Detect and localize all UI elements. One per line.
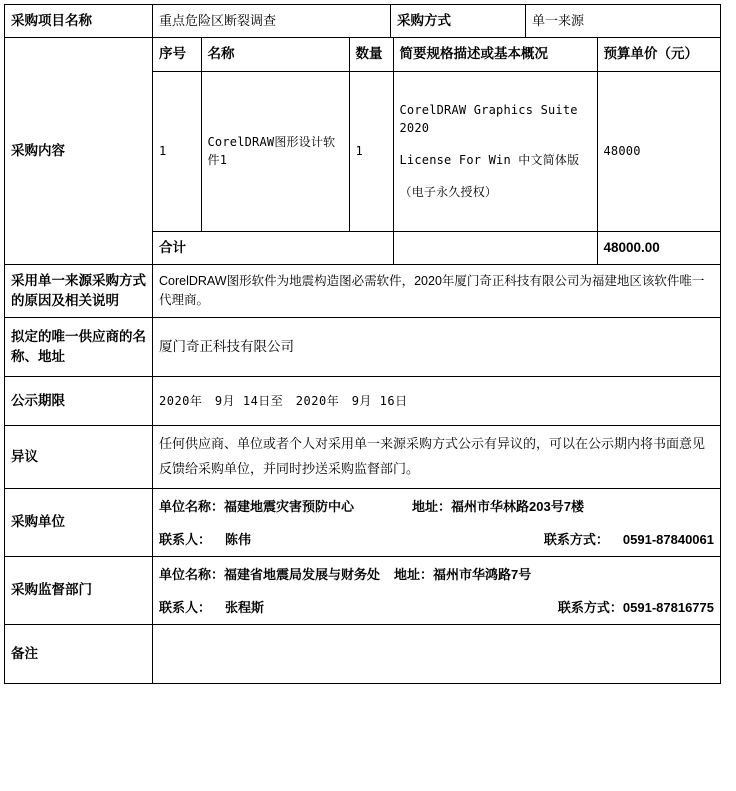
- total-spacer: [393, 231, 597, 264]
- total-label: 合计: [153, 231, 393, 264]
- item-desc: [393, 71, 597, 231]
- buyer-unit-name-value: 福建地震灾害预防中心: [224, 498, 355, 514]
- item-qty: 1: [349, 71, 393, 231]
- supervisor-phone-group: [558, 598, 714, 618]
- reason-value: CorelDRAW图形软件为地震构造图必需软件，2020年厦门奇正科技有限公司为福建地区该软件唯一代理商。: [153, 264, 721, 318]
- table-row-buyer: [5, 488, 721, 556]
- period-label: 公示期限: [5, 377, 153, 426]
- items-table: [153, 38, 721, 264]
- table-row-period: [5, 377, 721, 426]
- supervisor-contact-label: 联系人：: [159, 600, 212, 616]
- buyer-address-value: 福州市华林路203号7楼: [451, 498, 584, 514]
- buyer-unit-row: [159, 497, 714, 517]
- item-name: CorelDRAW图形设计软件1: [201, 71, 349, 231]
- buyer-label: 采购单位: [5, 488, 153, 556]
- project-name-label: 采购项目名称: [5, 5, 153, 38]
- buyer-contact-label: 联系人：: [159, 532, 212, 548]
- project-name-value: 重点危险区断裂调查: [153, 5, 391, 38]
- objection-label: 异议: [5, 426, 153, 488]
- total-value: 48000.00: [597, 231, 721, 264]
- table-row-supplier: [5, 318, 721, 377]
- items-header-row: [153, 38, 721, 71]
- table-row-project: [5, 5, 721, 38]
- buyer-phone-group: [544, 530, 714, 550]
- table-row-supervisor: [5, 556, 721, 624]
- buyer-phone-label: 联系方式：: [543, 532, 609, 548]
- buyer-contact-group: [159, 530, 251, 550]
- reason-label: 采用单一来源采购方式的原因及相关说明: [5, 264, 153, 318]
- column-header-desc: 简要规格描述或基本概况: [393, 38, 597, 71]
- item-seq: 1: [153, 71, 201, 231]
- procurement-method-label: 采购方式: [391, 5, 526, 38]
- supervisor-phone-value: 0591-87816775: [622, 600, 714, 616]
- objection-value: 任何供应商、单位或者个人对采用单一来源采购方式公示有异议的，可以在公示期内将书面意见反馈给采购单位，并同时抄送采购监督部门。: [153, 426, 721, 488]
- supervisor-contact-row: [159, 598, 714, 618]
- procurement-method-value: 单一来源: [526, 5, 721, 38]
- supervisor-phone-label: 联系方式：: [557, 600, 623, 616]
- content-label: 采购内容: [5, 38, 153, 265]
- column-header-seq: 序号: [153, 38, 201, 71]
- item-desc-line: CorelDRAW Graphics Suite 2020: [399, 103, 578, 135]
- remark-label: 备注: [5, 624, 153, 683]
- column-header-price: 预算单价（元）: [597, 38, 721, 71]
- supervisor-unit-name-label: 单位名称：: [159, 566, 225, 582]
- supplier-value: 厦门奇正科技有限公司: [153, 318, 721, 377]
- supervisor-label: 采购监督部门: [5, 556, 153, 624]
- supervisor-unit-name-value: 福建省地震局发展与财务处: [224, 566, 381, 582]
- supervisor-details: [153, 556, 721, 624]
- table-row-reason: [5, 264, 721, 318]
- supervisor-address-value: 福州市华鸿路7号: [433, 566, 532, 582]
- supervisor-contact-group: [159, 598, 264, 618]
- period-value: 2020年 9月 14日至 2020年 9月 16日: [153, 377, 721, 426]
- buyer-address-label: 地址：: [412, 498, 452, 514]
- procurement-announcement-document: [4, 0, 720, 684]
- items-total-row: [153, 231, 721, 264]
- buyer-unit-name-label: 单位名称：: [159, 498, 225, 514]
- item-desc-line: License For Win 中文简体版: [399, 153, 580, 167]
- item-desc-line: （电子永久授权）: [399, 185, 498, 199]
- buyer-details: [153, 488, 721, 556]
- remark-value: [153, 624, 721, 683]
- column-header-qty: 数量: [349, 38, 393, 71]
- supervisor-unit-row: [159, 565, 714, 585]
- table-row-content: [5, 38, 721, 265]
- table-row-remark: [5, 624, 721, 683]
- content-items-cell: [153, 38, 721, 265]
- column-header-name: 名称: [201, 38, 349, 71]
- table-row-objection: [5, 426, 721, 488]
- item-row: [153, 71, 721, 231]
- supervisor-address-label: 地址：: [394, 566, 434, 582]
- buyer-contact-value: 陈伟: [225, 532, 252, 548]
- buyer-contact-row: [159, 530, 714, 550]
- supervisor-contact-value: 张程斯: [225, 600, 265, 616]
- item-price: 48000: [597, 71, 721, 231]
- procurement-table: [4, 4, 721, 684]
- supplier-label: 拟定的唯一供应商的名称、地址: [5, 318, 153, 377]
- buyer-phone-value: 0591-87840061: [622, 532, 714, 548]
